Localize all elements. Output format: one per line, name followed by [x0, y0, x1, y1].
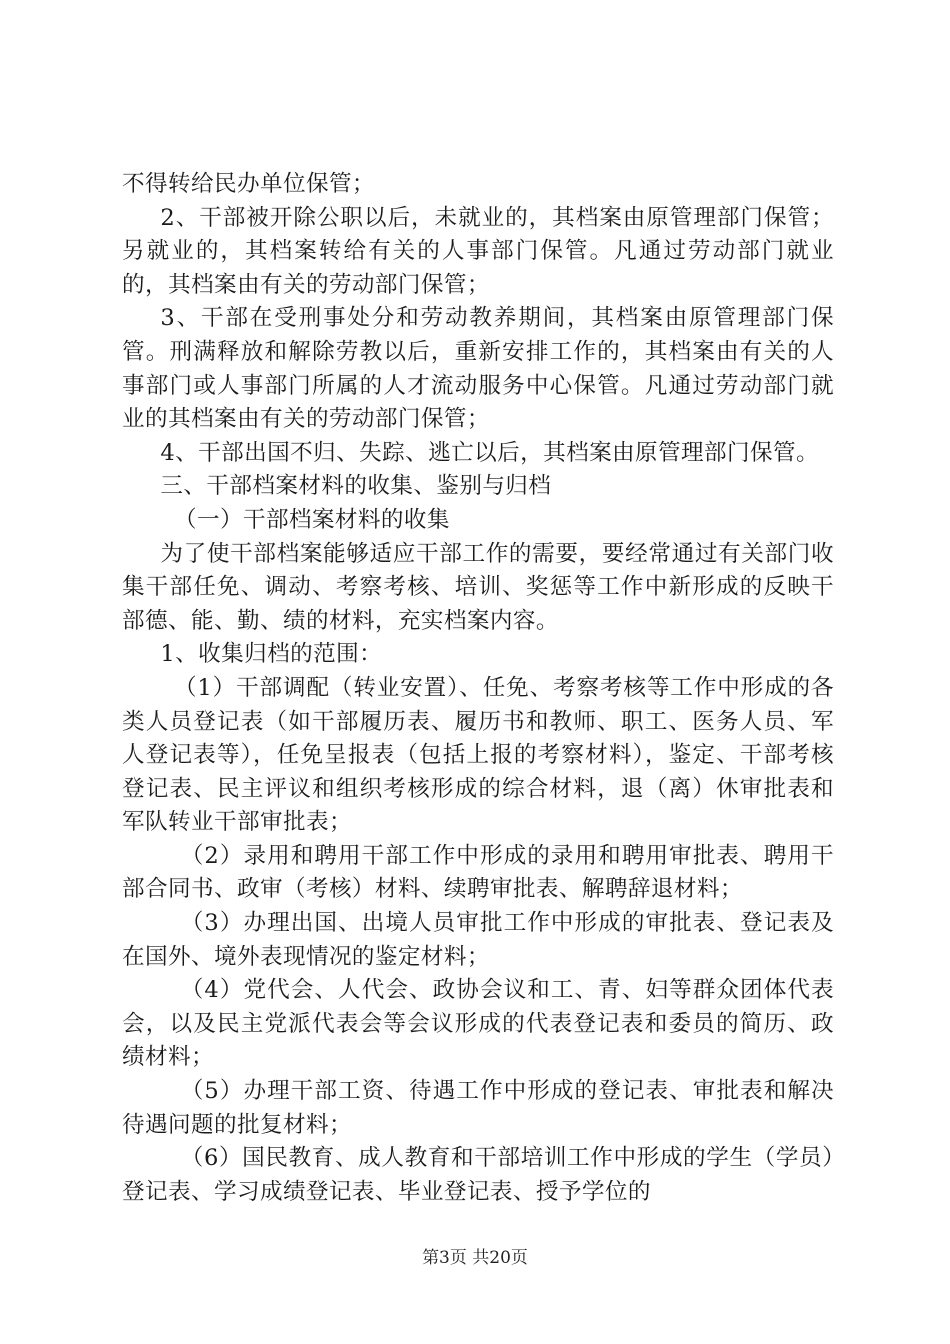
paragraph: 3、干部在受刑事处分和劳动教养期间，其档案由原管理部门保管。刑满释放和解除劳教以后，重新安排工作的，其档案由有关的人事部门或人事部门所属的人才流动服务中心保管。凡通过劳动部门就业的其档案由有关的劳动部门保管；	[122, 305, 834, 433]
list-item: （6）国民教育、成人教育和干部培训工作中形成的学生（学员）登记表、学习成绩登记表、毕业登记表、授予学位的	[122, 1145, 834, 1205]
paragraph: 为了使干部档案能够适应干部工作的需要，要经常通过有关部门收集干部任免、调动、考察考核、培训、奖惩等工作中新形成的反映干部德、能、勤、绩的材料，充实档案内容。	[122, 540, 834, 634]
list-item: （2）录用和聘用干部工作中形成的录用和聘用审批表、聘用干部合同书、政审（考核）材料、续聘审批表、解聘辞退材料；	[122, 842, 834, 903]
paragraph: 2、干部被开除公职以后，未就业的，其档案由原管理部门保管；另就业的，其档案转给有关的人事部门保管。凡通过劳动部门就业的，其档案由有关的劳动部门保管；	[122, 204, 834, 298]
list-item: （1）干部调配（转业安置）、任免、考察考核等工作中形成的各类人员登记表（如干部履历表、履历书和教师、职工、医务人员、军人登记表等），任免呈报表（包括上报的考察材料），鉴定、干部考核登记表、民主评议和组织考核形成的综合材料，退（离）休审批表和军队转业干部审批表；	[122, 674, 834, 836]
document-body	[122, 168, 834, 1209]
list-heading: 1、收集归档的范围：	[160, 641, 383, 668]
paragraph: 不得转给民办单位保管；	[122, 171, 375, 197]
list-item: （5）办理干部工资、待遇工作中形成的登记表、审批表和解决待遇问题的批复材料；	[122, 1078, 834, 1138]
subsection-heading: （一）干部档案材料的收集	[173, 506, 450, 533]
paragraph: 4、干部出国不归、失踪、逃亡以后，其档案由原管理部门保管。	[160, 439, 820, 466]
page-number-footer: 第3页 共20页	[422, 1248, 528, 1268]
list-item: （3）办理出国、出境人员审批工作中形成的审批表、登记表及在国外、境外表现情况的鉴定材料；	[122, 910, 834, 970]
list-item: （4）党代会、人代会、政协会议和工、青、妇等群众团体代表会，以及民主党派代表会等会议形成的代表登记表和委员的简历、政绩材料；	[122, 977, 834, 1071]
section-heading: 三、干部档案材料的收集、鉴别与归档	[160, 473, 552, 500]
